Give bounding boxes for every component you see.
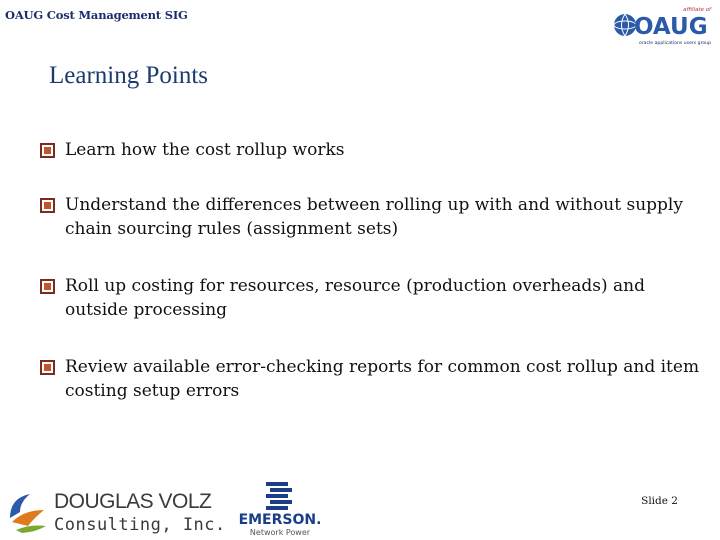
oaug-tagline: oracle applications users group bbox=[638, 41, 711, 46]
bullet-item bbox=[40, 355, 700, 403]
bullet-text: Learn how the cost rollup works bbox=[65, 140, 345, 160]
globe-icon bbox=[614, 14, 636, 36]
square-bullet-icon bbox=[40, 198, 55, 213]
emerson-logo bbox=[226, 480, 334, 538]
square-bullet-icon bbox=[40, 143, 55, 158]
emerson-subtitle: Network Power bbox=[249, 528, 311, 537]
slide-title: Learning Points bbox=[49, 62, 209, 89]
bullet-text: Review available error-checking reports for common cost rollup and item costing setup errors bbox=[65, 357, 700, 401]
dv-logo-line2: Consulting, Inc. bbox=[54, 515, 226, 535]
oaug-logo bbox=[612, 3, 714, 47]
bullet-item bbox=[40, 138, 700, 162]
bullet-list bbox=[40, 138, 700, 434]
square-bullet-icon bbox=[40, 279, 55, 294]
dv-swoosh-icon bbox=[10, 494, 46, 533]
bullet-item bbox=[40, 274, 700, 322]
sig-title: OAUG Cost Management SIG bbox=[5, 8, 188, 22]
slide-number: Slide 2 bbox=[641, 495, 678, 507]
emerson-symbol-icon bbox=[266, 482, 292, 510]
bullet-text: Roll up costing for resources, resource (production overheads) and outside processing bbox=[65, 276, 645, 320]
dv-logo-line1: DOUGLAS VOLZ bbox=[54, 490, 212, 513]
bullet-item bbox=[40, 193, 700, 241]
square-bullet-icon bbox=[40, 360, 55, 375]
oaug-affiliate-text: affiliate of bbox=[683, 7, 711, 13]
bullet-text: Understand the differences between rolling up with and without supply chain sourcing rules (assignment sets) bbox=[65, 195, 683, 239]
oaug-wordmark: OAUG bbox=[634, 14, 708, 40]
emerson-wordmark: EMERSON. bbox=[238, 512, 322, 528]
douglas-volz-logo bbox=[6, 488, 226, 535]
